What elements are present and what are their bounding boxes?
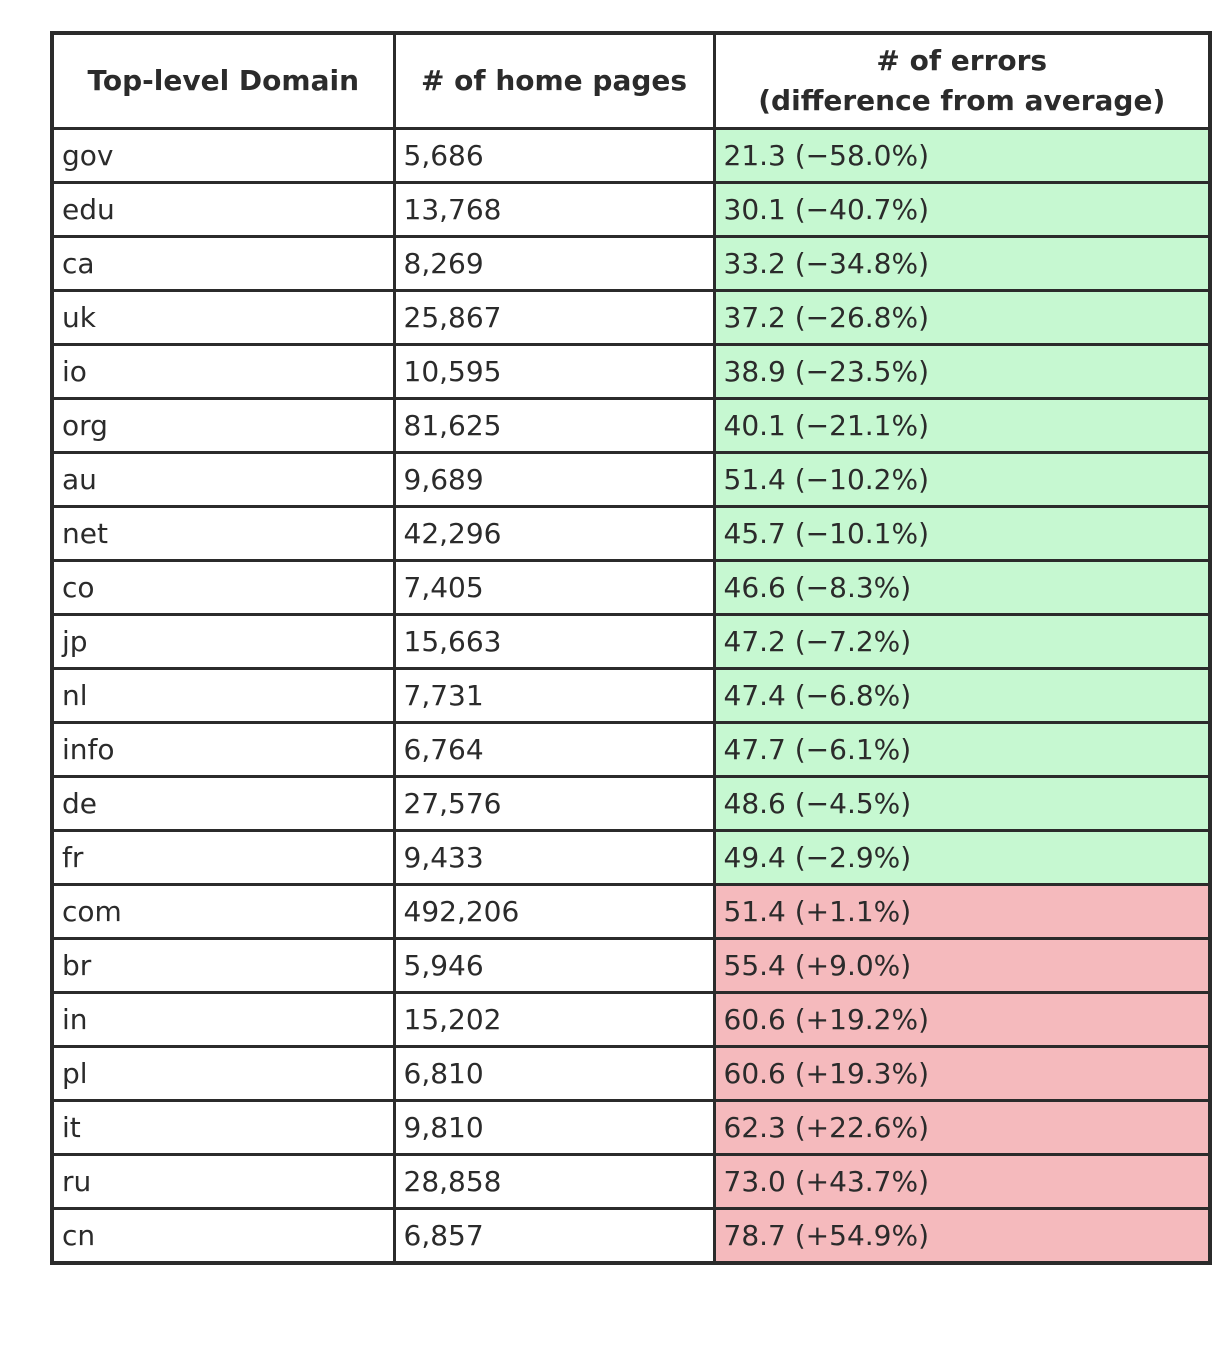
- cell-errors: 60.6 (+19.3%): [714, 1047, 1210, 1101]
- table-row: [52, 1209, 1210, 1264]
- table-row: [52, 237, 1210, 291]
- cell-home-pages: 15,202: [394, 993, 714, 1047]
- cell-errors: 40.1 (−21.1%): [714, 399, 1210, 453]
- cell-domain: fr: [52, 831, 394, 885]
- cell-domain: org: [52, 399, 394, 453]
- table-row: [52, 291, 1210, 345]
- table-row: [52, 777, 1210, 831]
- table-row: [52, 1101, 1210, 1155]
- cell-errors: 51.4 (+1.1%): [714, 885, 1210, 939]
- cell-errors: 49.4 (−2.9%): [714, 831, 1210, 885]
- cell-errors: 51.4 (−10.2%): [714, 453, 1210, 507]
- cell-domain: de: [52, 777, 394, 831]
- table-row: [52, 885, 1210, 939]
- cell-home-pages: 492,206: [394, 885, 714, 939]
- table-row: [52, 1155, 1210, 1209]
- table-row: [52, 453, 1210, 507]
- cell-errors: 55.4 (+9.0%): [714, 939, 1210, 993]
- table-header: [52, 33, 1210, 129]
- cell-domain: jp: [52, 615, 394, 669]
- table-row: [52, 615, 1210, 669]
- cell-errors: 33.2 (−34.8%): [714, 237, 1210, 291]
- cell-domain: ru: [52, 1155, 394, 1209]
- header-errors-subtitle: (difference from average): [758, 84, 1166, 117]
- cell-home-pages: 5,686: [394, 129, 714, 183]
- table-body: [52, 129, 1210, 1264]
- cell-home-pages: 25,867: [394, 291, 714, 345]
- cell-domain: au: [52, 453, 394, 507]
- cell-home-pages: 27,576: [394, 777, 714, 831]
- cell-errors: 62.3 (+22.6%): [714, 1101, 1210, 1155]
- cell-errors: 30.1 (−40.7%): [714, 183, 1210, 237]
- header-home-pages: # of home pages: [394, 33, 714, 129]
- cell-errors: 60.6 (+19.2%): [714, 993, 1210, 1047]
- cell-domain: it: [52, 1101, 394, 1155]
- cell-home-pages: 8,269: [394, 237, 714, 291]
- cell-errors: 73.0 (+43.7%): [714, 1155, 1210, 1209]
- tld-errors-table-container: [50, 31, 1208, 1265]
- header-domain: Top-level Domain: [52, 33, 394, 129]
- cell-home-pages: 6,857: [394, 1209, 714, 1264]
- header-errors-title: # of errors: [876, 44, 1048, 77]
- cell-domain: io: [52, 345, 394, 399]
- cell-errors: 47.7 (−6.1%): [714, 723, 1210, 777]
- cell-home-pages: 6,764: [394, 723, 714, 777]
- table-row: [52, 723, 1210, 777]
- cell-errors: 47.4 (−6.8%): [714, 669, 1210, 723]
- cell-home-pages: 9,433: [394, 831, 714, 885]
- cell-errors: 38.9 (−23.5%): [714, 345, 1210, 399]
- cell-domain: com: [52, 885, 394, 939]
- cell-errors: 78.7 (+54.9%): [714, 1209, 1210, 1264]
- cell-home-pages: 13,768: [394, 183, 714, 237]
- table-row: [52, 399, 1210, 453]
- table-row: [52, 129, 1210, 183]
- tld-errors-table: [50, 31, 1212, 1265]
- table-row: [52, 669, 1210, 723]
- cell-home-pages: 81,625: [394, 399, 714, 453]
- cell-domain: net: [52, 507, 394, 561]
- table-row: [52, 1047, 1210, 1101]
- cell-domain: cn: [52, 1209, 394, 1264]
- cell-errors: 21.3 (−58.0%): [714, 129, 1210, 183]
- cell-home-pages: 6,810: [394, 1047, 714, 1101]
- cell-home-pages: 28,858: [394, 1155, 714, 1209]
- cell-domain: edu: [52, 183, 394, 237]
- cell-domain: co: [52, 561, 394, 615]
- cell-domain: gov: [52, 129, 394, 183]
- cell-domain: br: [52, 939, 394, 993]
- table-row: [52, 345, 1210, 399]
- cell-home-pages: 15,663: [394, 615, 714, 669]
- cell-errors: 47.2 (−7.2%): [714, 615, 1210, 669]
- header-errors: [714, 33, 1210, 129]
- cell-home-pages: 42,296: [394, 507, 714, 561]
- cell-domain: ca: [52, 237, 394, 291]
- cell-home-pages: 5,946: [394, 939, 714, 993]
- cell-errors: 37.2 (−26.8%): [714, 291, 1210, 345]
- cell-domain: pl: [52, 1047, 394, 1101]
- cell-errors: 46.6 (−8.3%): [714, 561, 1210, 615]
- cell-home-pages: 7,731: [394, 669, 714, 723]
- header-row: [52, 33, 1210, 129]
- table-row: [52, 993, 1210, 1047]
- cell-domain: info: [52, 723, 394, 777]
- cell-domain: in: [52, 993, 394, 1047]
- table-row: [52, 507, 1210, 561]
- cell-errors: 48.6 (−4.5%): [714, 777, 1210, 831]
- cell-home-pages: 7,405: [394, 561, 714, 615]
- cell-errors: 45.7 (−10.1%): [714, 507, 1210, 561]
- cell-home-pages: 9,689: [394, 453, 714, 507]
- table-row: [52, 831, 1210, 885]
- table-row: [52, 561, 1210, 615]
- cell-home-pages: 10,595: [394, 345, 714, 399]
- cell-domain: uk: [52, 291, 394, 345]
- table-row: [52, 939, 1210, 993]
- table-row: [52, 183, 1210, 237]
- cell-home-pages: 9,810: [394, 1101, 714, 1155]
- cell-domain: nl: [52, 669, 394, 723]
